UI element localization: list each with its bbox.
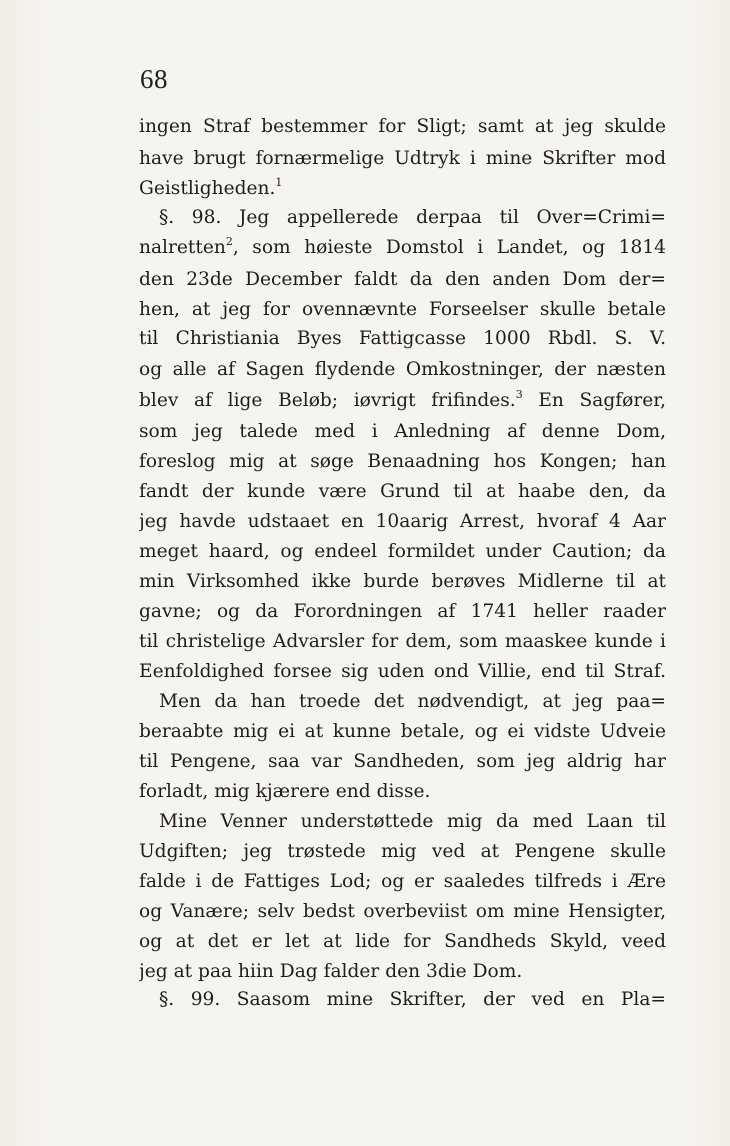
text-line (159, 203, 666, 233)
line-text: meget haard, og endeel formildet under Caution; da (139, 541, 666, 562)
line-text: min Virksomhed ikke burde berøves Midlerne til at (139, 571, 666, 592)
line-text: §. 99. Saasom mine Skrifter, der ved en Pla= (159, 989, 666, 1010)
line-text: falde i de Fattiges Lod; og er saaledes tilfreds i Ære (139, 871, 666, 892)
line-text: hen, at jeg for ovennævnte Forseelser skulle betale (139, 299, 666, 320)
line-text: Geistligheden. (139, 178, 276, 199)
line-text: ingen Straf bestemmer for Sligt; samt at jeg skulde (139, 116, 666, 137)
line-text: den 23de December faldt da den anden Dom der= (139, 269, 666, 290)
text-line (139, 233, 666, 263)
line-text: have brugt fornærmelige Udtryk i mine Skrifter mod (139, 148, 666, 169)
line-text: og alle af Sagen flydende Omkostninger, der næsten (139, 359, 666, 380)
text-line (139, 597, 666, 627)
text-line (139, 386, 666, 416)
line-text: Mine Venner understøttede mig da med Laan til (159, 811, 666, 832)
line-text-continued: En Sagfører, (522, 390, 666, 411)
footnote-marker: 1 (275, 176, 283, 189)
text-line (139, 477, 666, 507)
line-text: jeg havde udstaaet en 10aarig Arrest, hvoraf 4 Aar (139, 511, 666, 532)
line-text: og at det er let at lide for Sandheds Skyld, veed (139, 931, 666, 952)
text-line (139, 447, 666, 477)
page-number: 68 (140, 64, 168, 94)
line-text: som jeg talede med i Anledning af denne Dom, (139, 421, 666, 442)
text-line (139, 717, 666, 747)
text-line (139, 324, 666, 354)
line-text: foreslog mig at søge Benaadning hos Kongen; han (139, 451, 666, 472)
text-line (139, 657, 666, 687)
text-line (139, 777, 666, 807)
line-text: nalretten (139, 237, 226, 258)
line-text: gavne; og da Forordningen af 1741 heller raader (139, 601, 666, 622)
line-text: jeg at paa hiin Dag falder den 3die Dom. (139, 961, 523, 982)
line-text: forladt, mig kjærere end disse. (139, 781, 431, 802)
text-line (139, 927, 666, 957)
text-line (139, 144, 666, 174)
footnote-marker: 3 (515, 388, 523, 401)
text-line (139, 867, 666, 897)
text-line (139, 837, 666, 867)
text-line (159, 687, 666, 717)
text-line (159, 807, 666, 837)
text-line (139, 174, 666, 204)
text-line (139, 567, 666, 597)
text-line (139, 537, 666, 567)
text-line (159, 985, 666, 1015)
line-text: beraabte mig ei at kunne betale, og ei vidste Udveie (139, 721, 666, 742)
text-line (139, 417, 666, 447)
line-text-continued: , som høieste Domstol i Landet, og 1814 (232, 237, 666, 258)
line-text: blev af lige Beløb; iøvrigt frifindes. (139, 390, 516, 411)
text-line (139, 265, 666, 295)
text-line (139, 507, 666, 537)
text-line (139, 897, 666, 927)
line-text: til christelige Advarsler for dem, som maaskee kunde i (139, 631, 666, 652)
line-text: Eenfoldighed forsee sig uden ond Villie, end til Straf. (139, 661, 666, 682)
text-line (139, 295, 666, 325)
line-text: og Vanære; selv bedst overbeviist om mine Hensigter, (139, 901, 666, 922)
line-text: §. 98. Jeg appellerede derpaa til Over=Crimi= (159, 207, 666, 228)
line-text: Men da han troede det nødvendigt, at jeg paa= (159, 691, 666, 712)
text-line (139, 747, 666, 777)
footnote-marker: 2 (225, 235, 233, 248)
text-line (139, 957, 666, 987)
line-text: til Christiania Byes Fattigcasse 1000 Rbdl. S. V. (139, 328, 666, 349)
text-line (139, 355, 666, 385)
text-line (139, 627, 666, 657)
line-text: Udgiften; jeg trøstede mig ved at Pengene skulle (139, 841, 666, 862)
text-line (139, 112, 666, 142)
line-text: fandt der kunde være Grund til at haabe den, da (139, 481, 666, 502)
line-text: til Pengene, saa var Sandheden, som jeg aldrig har (139, 751, 666, 772)
